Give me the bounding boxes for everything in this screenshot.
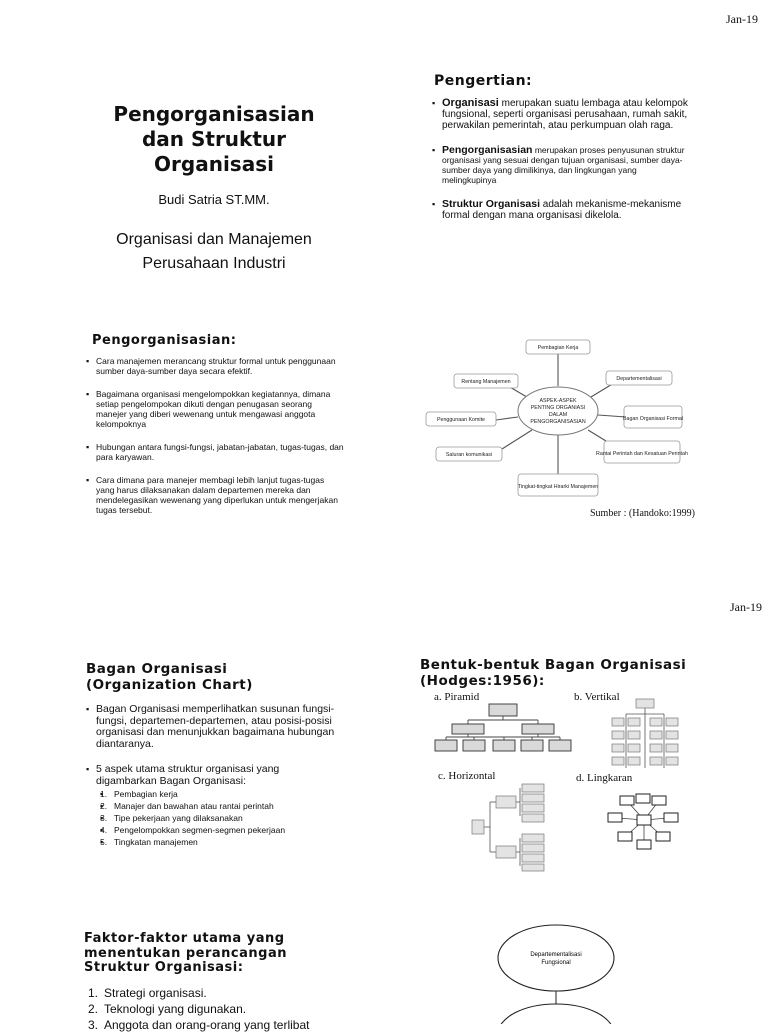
chart-box — [612, 731, 624, 739]
factors-heading — [84, 932, 287, 976]
center-line-1: ASPEK-ASPEK — [539, 398, 577, 404]
chart-box — [612, 718, 624, 726]
chart-box — [522, 784, 544, 792]
chart-box — [496, 846, 516, 858]
chart-box — [608, 813, 622, 822]
vertical-chart-illustration — [608, 698, 682, 772]
aspects-diagram — [420, 334, 700, 504]
node-label: Rentang Manajemen — [461, 379, 511, 385]
org-chart-list — [86, 704, 340, 847]
chart-forms-heading-line-1: Bentuk-bentuk Bagan Organisasi — [420, 657, 687, 673]
chart-box — [522, 844, 544, 852]
definition-term: Organisasi — [442, 97, 499, 109]
horizontal-chart-illustration — [470, 782, 548, 872]
date-label-top: Jan-19 — [726, 12, 758, 26]
org-chart-heading-line-1: Bagan Organisasi — [86, 661, 228, 677]
aspect-text: Tingkatan manajemen — [114, 837, 198, 847]
node-label: Tingkat-tingkat Hirarki Manajemen — [517, 484, 599, 490]
form-label-vertical: b. Vertikal — [574, 691, 620, 703]
chart-box — [522, 814, 544, 822]
chart-box — [628, 731, 640, 739]
chart-box — [618, 832, 632, 841]
circle-chart-illustration — [606, 792, 682, 852]
title-line-3: Organisasi — [154, 152, 274, 176]
node-label: Departementalisasi — [616, 376, 662, 382]
chart-box — [650, 757, 662, 765]
dept-label-line-1: Departementalisasi — [530, 952, 582, 958]
subtitle-line-2: Perusahaan Industri — [142, 255, 286, 272]
chart-box — [656, 832, 670, 841]
organizing-list — [86, 356, 344, 515]
org-chart-item — [86, 764, 340, 847]
chart-box — [496, 796, 516, 808]
definition-term: Struktur Organisasi — [442, 198, 541, 210]
diagram-center-ellipse — [518, 387, 598, 435]
definition-list — [432, 98, 690, 221]
node-label: Saluran komunikasi — [445, 452, 493, 458]
chart-box — [463, 740, 485, 751]
chart-box — [549, 740, 571, 751]
chart-box — [612, 757, 624, 765]
definition-item — [432, 145, 690, 185]
chart-box — [522, 724, 554, 734]
chart-box — [650, 744, 662, 752]
chart-box — [435, 740, 457, 751]
node-label: Bagan Organisasi Formal — [622, 416, 684, 422]
title-line-1: Pengorganisasian — [113, 102, 315, 126]
chart-forms-heading — [420, 657, 686, 689]
definition-item — [432, 199, 690, 221]
chart-box — [650, 731, 662, 739]
factor-text: Anggota dan orang-orang yang terlibat — [104, 1018, 310, 1032]
chart-box — [650, 718, 662, 726]
factors-heading-line-2: menentukan perancangan — [84, 945, 287, 961]
organizing-item: ▪ Bagaimana organisasi mengelompokkan kegiatannya, dimana setiap pengelompokan dikuti dengan penugasan seorang manejer yang diberi wewenang untuk mengawasi anggota kelompoknya — [86, 389, 344, 429]
form-label-circle: d. Lingkaran — [576, 772, 633, 784]
node-label: Pembagian Kerja — [537, 345, 579, 351]
factors-heading-line-3: Struktur Organisasi: — [84, 960, 244, 975]
center-line-3: DALAM — [548, 412, 568, 418]
factor-item: 2. Teknologi yang digunakan. — [88, 1002, 247, 1016]
dept-ellipse-lower — [498, 1004, 614, 1024]
chart-box — [628, 757, 640, 765]
definition-text: merupakan proses penyusunan struktur organisasi yang sesuai dengan tujuan organisasi, sumber daya-sumber daya yang dimilikinya, dan lingkungan yang melingkupinya — [442, 145, 685, 185]
aspect-item: ▪ 1. Pembagian kerja — [100, 789, 340, 799]
chart-box — [666, 718, 678, 726]
definition-term: Pengorganisasian — [442, 144, 533, 156]
factor-text: Strategi organisasi. — [104, 986, 207, 1000]
org-chart-item-text: 5 aspek utama struktur organisasi yang digambarkan Bagan Organisasi: — [96, 763, 280, 787]
form-label-pyramid: a. Piramid — [434, 691, 480, 703]
form-label-horizontal: c. Horizontal — [438, 770, 496, 782]
aspect-item: ▪ 3. Tipe pekerjaan yang dilaksanakan — [100, 813, 340, 823]
definition-item — [432, 98, 690, 131]
chart-box — [637, 815, 651, 825]
chart-box — [522, 854, 544, 862]
functional-dept-diagram — [490, 922, 630, 1024]
chart-box — [636, 699, 654, 708]
aspect-item: ▪ 4. Pengelompokkan segmen-segmen pekerjaan — [100, 825, 340, 835]
chart-box — [666, 757, 678, 765]
factor-item: 3. Anggota dan orang-orang yang terlibat — [88, 1018, 310, 1032]
factor-item: 1. Strategi organisasi. — [88, 986, 207, 1000]
organizing-item: ▪ Hubungan antara fungsi-fungsi, jabatan-jabatan, tugas-tugas, dan para karyawan. — [86, 442, 344, 462]
aspect-text: Tipe pekerjaan yang dilaksanakan — [114, 813, 243, 823]
chart-box — [493, 740, 515, 751]
pyramid-chart-illustration — [434, 702, 572, 754]
presentation-subtitle — [84, 228, 344, 276]
source-citation: Sumber : (Handoko:1999) — [590, 508, 695, 519]
chart-forms-heading-line-2: (Hodges:1956): — [420, 673, 545, 689]
factors-heading-line-1: Faktor-faktor utama yang — [84, 931, 285, 946]
chart-box — [522, 794, 544, 802]
chart-box — [522, 864, 544, 871]
chart-box — [472, 820, 484, 834]
center-line-4: PENGORGANISASIAN — [530, 419, 586, 425]
date-label-bottom: Jan-19 — [730, 600, 762, 614]
org-chart-item: ▪ Bagan Organisasi memperlihatkan susunan fungsi-fungsi, departemen-departemen, atau posisi-posisi organisasi dan menunjukkan bagaimana hubungan diantaranya. — [86, 704, 340, 750]
definition-text: adalah mekanisme-mekanisme formal dengan mana organisasi dikelola. — [442, 199, 682, 221]
chart-box — [452, 724, 484, 734]
node-label: Penggunaan Komite — [436, 417, 486, 423]
chart-box — [489, 704, 517, 716]
factor-text: Teknologi yang digunakan. — [104, 1002, 247, 1016]
chart-box — [637, 840, 651, 849]
definition-text: merupakan suatu lembaga atau kelompok fungsional, seperti organisasi perusahaan, rumah sakit, perwakilan pemerintah, atau perkumpuan olah raga. — [442, 98, 688, 131]
chart-box — [664, 813, 678, 822]
chart-box — [522, 834, 544, 842]
aspect-item: ▪ 2. Manajer dan bawahan atau rantai perintah — [100, 801, 340, 811]
chart-box — [612, 744, 624, 752]
chart-box — [628, 744, 640, 752]
chart-box — [620, 796, 634, 805]
dept-label-line-2: Fungsional — [541, 960, 571, 966]
aspect-item: ▪ 5. Tingkatan manajemen — [100, 837, 340, 847]
aspect-text: Pembagian kerja — [114, 789, 178, 799]
subtitle-line-1: Organisasi dan Manajemen — [116, 231, 312, 248]
chart-box — [652, 796, 666, 805]
author-name: Budi Satria ST.MM. — [158, 192, 270, 207]
aspect-list — [96, 789, 340, 847]
aspect-text: Manajer dan bawahan atau rantai perintah — [114, 801, 274, 811]
center-line-2: PENTING ORGANIASI — [530, 405, 586, 411]
org-chart-heading-line-2: (Organization Chart) — [86, 677, 253, 693]
chart-box — [522, 804, 544, 812]
title-line-2: dan Struktur — [141, 127, 287, 151]
factors-list — [88, 985, 348, 1033]
chart-box — [636, 794, 650, 803]
node-label: Rantai Perintah dan Kesatuan Perintah — [596, 451, 688, 457]
definition-heading: Pengertian: — [434, 73, 533, 89]
organizing-item: ▪ Cara dimana para manejer membagi lebih lanjut tugas-tugas yang harus dilaksanakan dalam departemen mereka dan mendelegasikan wewenang yang diperlukan untuk mengerjakan tugas tersebut. — [86, 475, 344, 515]
dept-ellipse — [498, 925, 614, 991]
aspect-text: Pengelompokkan segmen-segmen pekerjaan — [114, 825, 286, 835]
chart-box — [666, 731, 678, 739]
presentation-title — [84, 102, 344, 177]
organizing-item: ▪ Cara manajemen merancang struktur formal untuk penggunaan sumber daya-sumber daya secara efektif. — [86, 356, 344, 376]
org-chart-heading — [86, 661, 253, 693]
organizing-heading: Pengorganisasian: — [92, 333, 237, 348]
chart-box — [628, 718, 640, 726]
chart-box — [521, 740, 543, 751]
chart-box — [666, 744, 678, 752]
